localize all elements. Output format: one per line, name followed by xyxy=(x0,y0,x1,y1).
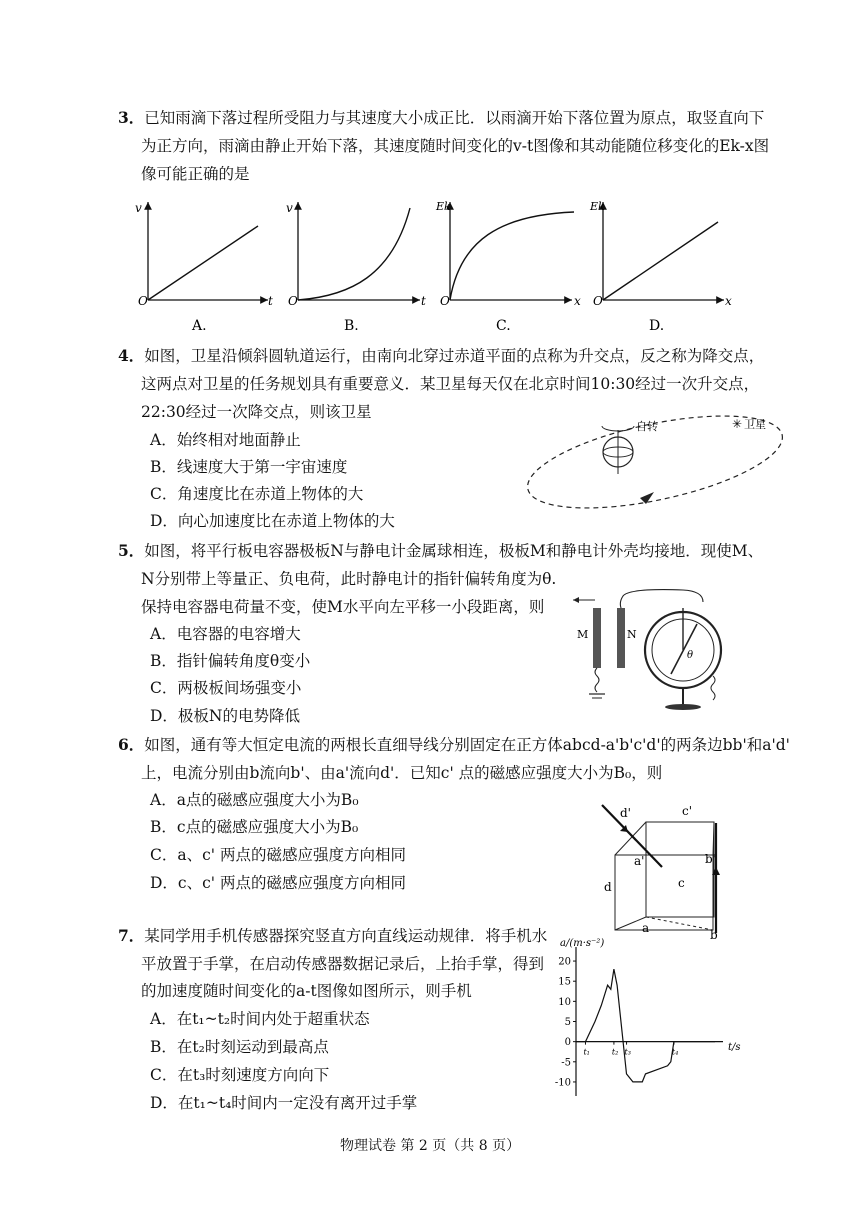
graph-a-label: A. xyxy=(192,318,207,334)
question-5-line-2: N分别带上等量正、负电荷，此时静电计的指针偏转角度为θ. xyxy=(141,570,557,588)
question-7-line-2: 平放置于手掌，在启动传感器数据记录后，上抬手掌，得到 xyxy=(141,955,545,973)
acceleration-series-line xyxy=(576,969,715,1082)
rotation-label: 自转 xyxy=(636,420,658,433)
label-c-prime: c' xyxy=(682,804,693,818)
question-4-line-3: 22:30经过一次降交点，则该卫星 xyxy=(141,403,372,421)
graph-d xyxy=(589,200,732,334)
y-tick-label: -5 xyxy=(561,1057,571,1069)
graph-b-x-axis: t xyxy=(421,294,426,308)
question-3-line-1: 3．已知雨滴下落过程所受阻力与其速度大小成正比．以雨滴开始下落位置为原点，取竖直向下 xyxy=(118,108,765,127)
question-7-line-3: 的加速度随时间变化的a-t图像如图所示，则手机 xyxy=(141,982,472,1000)
question-6-line-1: 6．如图，通有等大恒定电流的两根长直细导线分别固定在正方体abcd-a'b'c'd'的两条边bb'和a'd' xyxy=(118,735,790,754)
question-3-line-2: 为正方向，雨滴由静止开始下落，其速度随时间变化的v-t图像和其动能随位移变化的Ek-x图 xyxy=(141,137,770,155)
q5-option-d: D．极板N的电势降低 xyxy=(150,707,300,725)
q3-graphs xyxy=(0,190,867,340)
question-5-line-3: 保持电容器电荷量不变，使M水平向左平移一小段距离，则 xyxy=(141,598,545,616)
label-b-prime: b' xyxy=(705,852,716,866)
graph-b-origin: O xyxy=(288,294,298,308)
acceleration-time-chart xyxy=(548,935,748,1105)
plate-n xyxy=(617,608,625,668)
plate-m-label: M xyxy=(577,628,589,641)
question-4-line-2: 这两点对卫星的任务规划具有重要意义．某卫星每天仅在北京时间10:30经过一次升交点， xyxy=(141,375,760,393)
angle-label: θ xyxy=(687,650,694,661)
y-tick-label: 0 xyxy=(564,1037,571,1049)
graph-a xyxy=(135,201,273,334)
graph-a-y-axis: v xyxy=(135,201,142,215)
graph-c-curve xyxy=(450,212,574,300)
graph-c-label: C. xyxy=(496,318,511,334)
capacitor-electroscope-figure xyxy=(565,578,750,718)
graph-c xyxy=(435,200,581,334)
graph-d-curve xyxy=(603,222,718,300)
q5-option-c: C．两极板间场强变小 xyxy=(150,679,302,697)
y-tick-label: 5 xyxy=(564,1017,571,1028)
electroscope-needle xyxy=(671,624,697,674)
y-tick-label: 10 xyxy=(558,996,571,1008)
graph-d-x-axis: x xyxy=(725,294,732,308)
question-6-line-2: 上，电流分别由b流向b'、由a'流向d'．已知c' 点的磁感应强度大小为B₀，则 xyxy=(141,764,663,782)
satellite-icon: ✳ xyxy=(732,417,743,431)
x-marker-label: t₂ xyxy=(611,1047,619,1057)
question-4-line-1: 4．如图，卫星沿倾斜圆轨道运行，由南向北穿过赤道平面的点称为升交点，反之称为降交点， xyxy=(118,346,765,365)
graph-c-x-axis: x xyxy=(574,294,581,308)
chart-y-label: a/(m·s⁻²) xyxy=(560,938,605,949)
y-tick-label: 15 xyxy=(558,976,571,988)
graph-a-origin: O xyxy=(138,294,148,308)
label-c: c xyxy=(678,876,685,890)
y-tick-label: -10 xyxy=(554,1077,571,1089)
label-a-prime: a' xyxy=(634,854,645,868)
graph-c-origin: O xyxy=(440,294,450,308)
graph-c-y-axis: Ek xyxy=(436,200,451,213)
label-d: d xyxy=(604,880,612,894)
label-a: a xyxy=(642,921,650,935)
plate-n-label: N xyxy=(627,628,637,641)
label-d-prime: d' xyxy=(620,806,631,820)
cube-figure xyxy=(590,795,740,940)
x-marker-label: t₁ xyxy=(583,1047,590,1057)
q4-option-a: A．始终相对地面静止 xyxy=(150,431,301,449)
q4-option-c: C．角速度比在赤道上物体的大 xyxy=(150,485,364,503)
question-3-line-3: 像可能正确的是 xyxy=(141,165,250,183)
x-marker-label: t₄ xyxy=(671,1047,679,1057)
plate-m xyxy=(593,608,601,668)
q6-option-a: A．a点的磁感应强度大小为B₀ xyxy=(150,791,359,809)
satellite-label: 卫星 xyxy=(744,418,766,431)
graph-d-label: D. xyxy=(649,318,665,334)
graph-b-curve xyxy=(298,208,410,300)
q4-option-b: B．线速度大于第一宇宙速度 xyxy=(150,458,348,476)
x-marker-label: t₃ xyxy=(624,1047,631,1057)
q5-option-b: B．指针偏转角度θ变小 xyxy=(150,652,311,670)
orbit-direction-arrow-icon xyxy=(640,492,654,504)
graph-b xyxy=(286,201,426,334)
page-footer: 物理试卷 第 2 页（共 8 页） xyxy=(340,1138,521,1154)
question-5-line-1: 5．如图，将平行板电容器极板N与静电计金属球相连，极板M和静电计外壳均接地．现使M、 xyxy=(118,541,764,560)
q4-option-d: D．向心加速度比在赤道上物体的大 xyxy=(150,512,395,530)
graph-d-origin: O xyxy=(593,294,603,308)
graph-a-x-axis: t xyxy=(268,294,273,308)
q6-option-c: C．a、c' 两点的磁感应强度方向相同 xyxy=(150,846,406,864)
graph-b-label: B. xyxy=(344,318,359,334)
graph-b-y-axis: v xyxy=(286,201,293,215)
satellite-orbit-figure xyxy=(520,400,790,520)
q5-option-a: A．电容器的电容增大 xyxy=(150,625,301,643)
q6-option-d: D．c、c' 两点的磁感应强度方向相同 xyxy=(150,874,406,892)
wire-a-prime-d-prime xyxy=(602,805,662,867)
label-b: b xyxy=(710,928,718,940)
q6-option-b: B．c点的磁感应强度大小为B₀ xyxy=(150,818,359,836)
q7-option-c: C．在t₃时刻速度方向向下 xyxy=(150,1066,330,1084)
q7-option-a: A．在t₁~t₂时间内处于超重状态 xyxy=(150,1010,370,1028)
graph-a-curve xyxy=(148,226,258,300)
y-tick-label: 20 xyxy=(558,956,571,968)
question-7-line-1: 7．某同学用手机传感器探究竖直方向直线运动规律．将手机水 xyxy=(118,926,548,945)
graph-d-y-axis: Ek xyxy=(590,200,605,213)
q7-option-d: D．在t₁~t₄时间内一定没有离开过手掌 xyxy=(150,1094,418,1112)
chart-x-label: t/s xyxy=(728,1042,741,1053)
q7-option-b: B．在t₂时刻运动到最高点 xyxy=(150,1038,329,1056)
